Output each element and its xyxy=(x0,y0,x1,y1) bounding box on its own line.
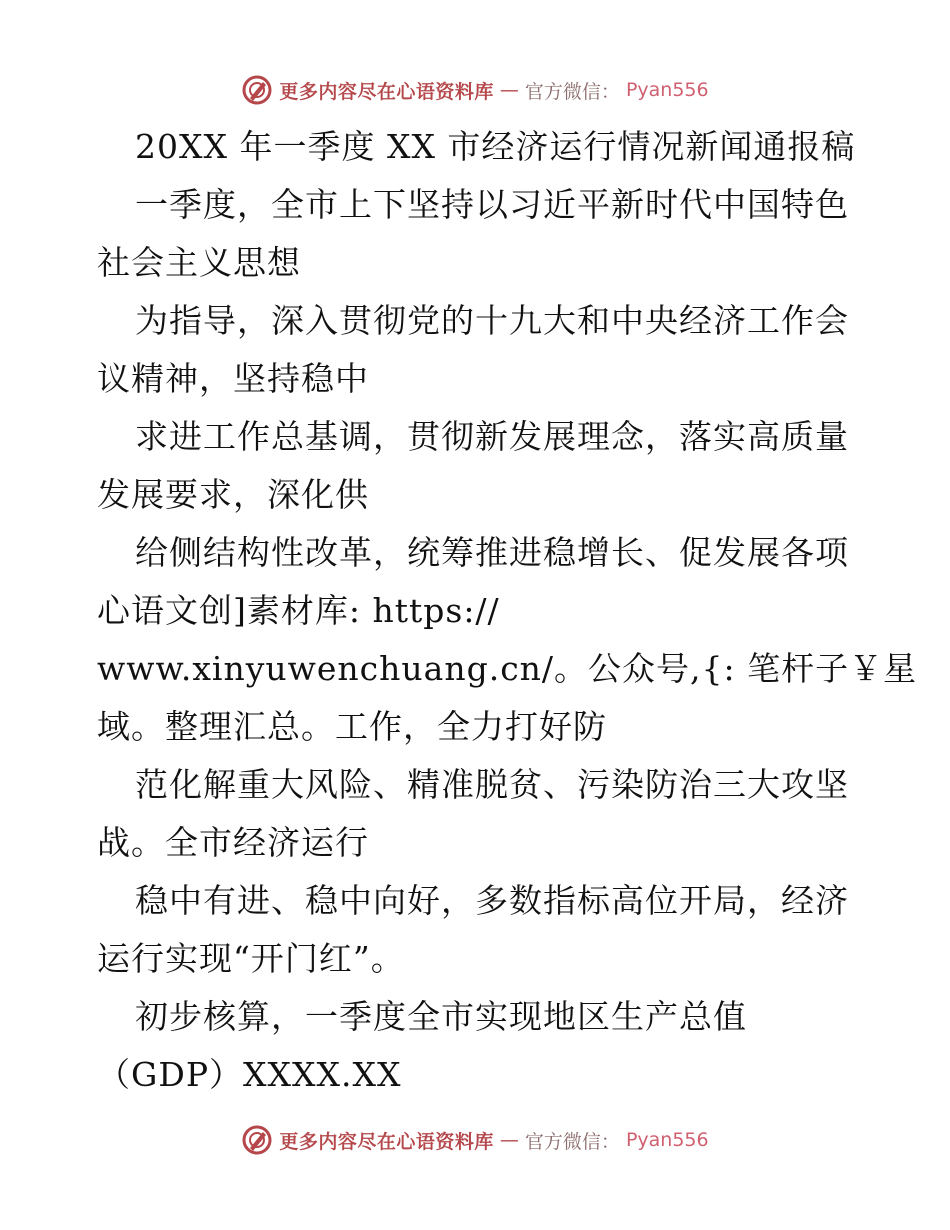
text-line: 范化解重大风险、精准脱贫、污染防治三大攻坚 xyxy=(135,765,849,804)
watermark-banner-top xyxy=(0,70,950,110)
watermark-main-text: 更多内容尽在心语资料库 xyxy=(279,1130,494,1153)
text-line: 战。全市经济运行 xyxy=(97,823,369,862)
watermark-dash: — xyxy=(499,79,519,101)
text-line: 求进工作总基调，贯彻新发展理念，落实高质量 xyxy=(135,417,849,456)
watermark-account: Pyan556 xyxy=(625,1129,709,1151)
document-body xyxy=(97,118,918,1104)
text-line: 发展要求，深化供 xyxy=(97,475,369,514)
text-line: 心语文创]素材库: https:// xyxy=(97,591,500,630)
watermark-label: 官方微信： xyxy=(524,1130,620,1153)
watermark-dash: — xyxy=(499,1129,519,1151)
brand-logo-icon xyxy=(241,1124,273,1156)
text-line: 议精神，坚持稳中 xyxy=(97,359,369,398)
text-line: 初步核算，一季度全市实现地区生产总值 xyxy=(135,997,747,1036)
document-title: 20XX 年一季度 XX 市经济运行情况新闻通报稿 xyxy=(135,127,856,166)
watermark-main-text: 更多内容尽在心语资料库 xyxy=(279,80,494,103)
text-line: 一季度，全市上下坚持以习近平新时代中国特色 xyxy=(135,185,849,224)
brand-logo-icon xyxy=(241,74,273,106)
watermark-banner-bottom xyxy=(0,1120,950,1160)
text-line: 运行实现“开门红”。 xyxy=(97,939,405,978)
text-line: 社会主义思想 xyxy=(97,243,301,282)
watermark-account: Pyan556 xyxy=(625,79,709,101)
text-line: 域。整理汇总。工作，全力打好防 xyxy=(97,707,607,746)
text-line: （GDP）XXXX.XX xyxy=(97,1055,402,1094)
text-line: 给侧结构性改革，统筹推进稳增长、促发展各项 xyxy=(135,533,849,572)
text-line: www.xinyuwenchuang.cn/。公众号,{: 笔杆子￥星 xyxy=(97,649,918,688)
text-line: 为指导，深入贯彻党的十九大和中央经济工作会 xyxy=(135,301,849,340)
watermark-label: 官方微信： xyxy=(524,80,620,103)
text-line: 稳中有进、稳中向好，多数指标高位开局，经济 xyxy=(135,881,849,920)
